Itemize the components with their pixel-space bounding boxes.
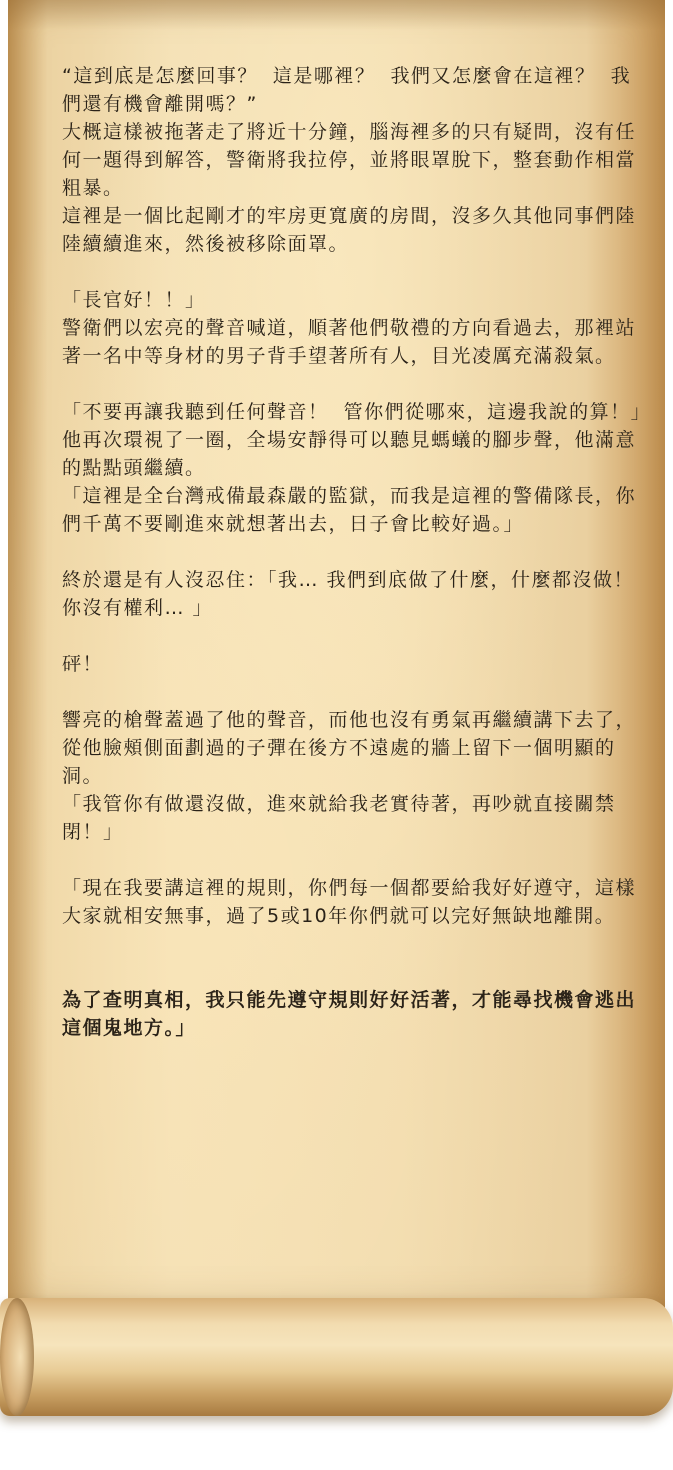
paragraph-4: 「長官好！！」 <box>62 289 206 311</box>
parchment-scroll <box>8 0 665 1310</box>
paragraph-9: 終於還是有人沒忍住：「我… 我們到底做了什麼，什麼都沒做！ 你沒有權利… 」 <box>62 569 650 619</box>
paragraph-8: 「這裡是全台灣戒備最森嚴的監獄，而我是這裡的警備隊長，你們千萬不要剛進來就想著出去，日子會比較好過。」 <box>62 485 637 535</box>
paragraph-11: 響亮的槍聲蓋過了他的聲音，而他也沒有勇氣再繼續講下去了，從他臉頰側面劃過的子彈在後方不遠處的牆上留下一個明顯的洞。 <box>62 709 637 787</box>
paragraph-13: 「現在我要講這裡的規則，你們每一個都要給我好好遵守，這樣大家就相安無事，過了5或10年你們就可以完好無缺地離開。 <box>62 877 637 927</box>
story-text <box>62 62 652 1042</box>
paragraph-7: 他再次環視了一圈，全場安靜得可以聽見螞蟻的腳步聲，他滿意的點點頭繼續。 <box>62 429 637 479</box>
paragraph-14: 為了查明真相，我只能先遵守規則好好活著，才能尋找機會逃出這個鬼地方。」 <box>62 989 637 1039</box>
paragraph-12: 「我管你有做還沒做，進來就給我老實待著，再吵就直接關禁閉！」 <box>62 793 616 843</box>
scroll-roll-end <box>0 1298 34 1416</box>
scroll-bottom-roll <box>0 1298 673 1416</box>
paragraph-10: 砰！ <box>62 653 104 675</box>
paragraph-6: 「不要再讓我聽到任何聲音！ 管你們從哪來，這邊我說的算！」 <box>62 401 652 423</box>
paragraph-3: 這裡是一個比起剛才的牢房更寬廣的房間，沒多久其他同事們陸陸續續進來，然後被移除面罩。 <box>62 205 637 255</box>
spacer <box>62 846 642 874</box>
spacer <box>62 258 642 286</box>
paragraph-1: “這到底是怎麼回事？ 這是哪裡？ 我們又怎麼會在這裡？ 我們還有機會離開嗎？” <box>62 65 632 115</box>
paragraph-5: 警衛們以宏亮的聲音喊道，順著他們敬禮的方向看過去，那裡站著一名中等身材的男子背手望著所有人，目光凌厲充滿殺氣。 <box>62 317 637 367</box>
spacer <box>62 678 642 706</box>
spacer <box>62 538 642 566</box>
spacer <box>62 370 642 398</box>
spacer <box>62 622 642 650</box>
paragraph-2: 大概這樣被拖著走了將近十分鐘，腦海裡多的只有疑問，沒有任何一題得到解答，警衛將我拉停，並將眼罩脫下，整套動作相當粗暴。 <box>62 121 637 199</box>
